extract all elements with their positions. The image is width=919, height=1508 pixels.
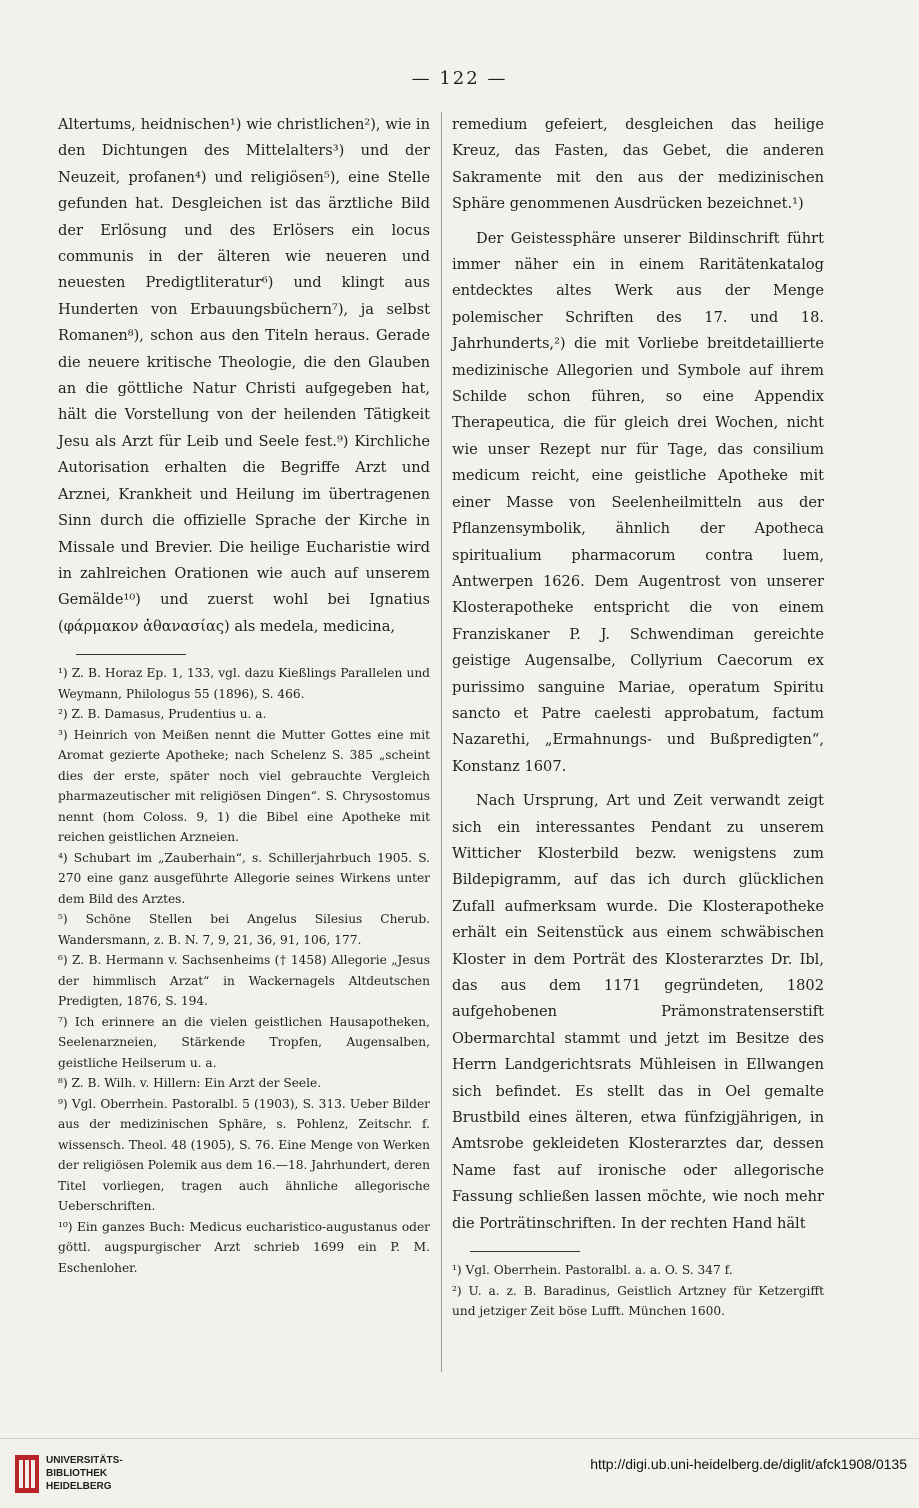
footnote: ¹) Z. B. Horaz Ep. 1, 133, vgl. dazu Kießlings Parallelen und Weymann, Philologus 55 (1896), S. 466. xyxy=(58,666,430,701)
footnotes-left xyxy=(58,663,430,1278)
body-paragraph: remedium gefeiert, desgleichen das heilige Kreuz, das Fasten, das Gebet, die anderen Sakramente mit den aus der medizinischen Sphäre genommenen Ausdrücken bezeichnet.¹) xyxy=(452,116,824,213)
library-seal-icon xyxy=(14,1454,40,1494)
footnote: ²) U. a. z. B. Baradinus, Geistlich Artzney für Ketzergifft und jetziger Zeit böse Lufft. München 1600. xyxy=(452,1283,824,1319)
library-name-line: BIBLIOTHEK xyxy=(46,1468,108,1479)
footnote: ⁷) Ich erinnere an die vielen geistlichen Hausapotheken, Seelenarzneien, Stärkende Tropfen, Augensalben, geistliche Heilserum u. a. xyxy=(58,1014,430,1070)
library-logo xyxy=(14,1452,214,1500)
footnote-rule xyxy=(470,1251,580,1252)
footnote: ¹) Vgl. Oberrhein. Pastoralbl. a. a. O. S. 347 f. xyxy=(452,1263,733,1278)
footnote: ²) Z. B. Damasus, Prudentius u. a. xyxy=(58,707,267,722)
page-number: — 122 — xyxy=(411,68,508,89)
library-name-line: UNIVERSITÄTS- xyxy=(46,1455,123,1466)
footnote: ⁹) Vgl. Oberrhein. Pastoralbl. 5 (1903), S. 313. Ueber Bilder aus der medizinischen Sphäre, s. Pohlenz, Zeitschr. f. wissensch. Theol. 48 (1905), S. 76. Eine Menge von Werken der religiösen Polemik aus dem 16.—18. Jahrhundert, deren Titel vorliegen, tragen auch ähnliche allegorische Ueberschriften. xyxy=(58,1096,430,1214)
footnote: ⁴) Schubart im „Zauberhain“, s. Schillerjahrbuch 1905. S. 270 eine ganz ausgeführte Allegorie seines Wirkens unter dem Bild des Arztes. xyxy=(58,850,430,906)
library-name xyxy=(46,1454,123,1493)
footnote: ⁵) Schöne Stellen bei Angelus Silesius Cherub. Wandersmann, z. B. N. 7, 9, 21, 36, 91, 106, 177. xyxy=(58,912,430,947)
footnotes-right xyxy=(452,1260,824,1322)
body-paragraph: Altertums, heidnischen¹) wie christlichen²), wie in den Dichtungen des Mittelalters³) und der Neuzeit, profanen⁴) und religiösen⁵), eine Stelle gefunden hat. Desgleichen ist das ärztliche Bild der Erlösung und des Erlösers ein locus communis in der älteren wie neueren und neuesten Predigtliteratur⁶) und klingt aus Hunderten von Erbauungsbüchern⁷), ja selbst Romanen⁸), schon aus den Titeln heraus. Gerade die neuere kritische Theologie, die den Glauben an die göttliche Natur Christi aufgegeben hat, hält die Vorstellung von der heilenden Tätigkeit Jesu als Arzt für Leib und Seele fest.⁹) Kirchliche Autorisation erhalten die Begriffe Arzt und Arznei, Krankheit und Heilung im übertragenen Sinn durch die offizielle Sprache der Kirche in Missale und Brevier. Die heilige Eucharistie wird in zahlreichen Orationen wie auch auf unserem Gemälde¹⁰) und zuerst wohl bei Ignatius (φάρμακον ἀθανασίας) als medela, medicina, xyxy=(58,116,430,635)
footer-divider xyxy=(0,1438,919,1439)
body-paragraph: Der Geistessphäre unserer Bildinschrift führt immer näher ein in einem Raritätenkatalog entdecktes altes Werk aus der Menge polemischer Schriften des 17. und 18. Jahrhunderts,²) die mit Vorliebe breitdetaillierte medizinische Allegorien und Symbole auf ihrem Schilde schon führen, so eine Appendix Therapeutica, die für gleich drei Wochen, nicht wie unser Rezept nur für Tage, das consilium medicum reicht, eine geistliche Apotheke mit einer Masse von Seelenheilmitteln aus der Pflanzensymbolik, ähnlich der Apotheca spiritualium pharmacorum contra luem, Antwerpen 1626. Dem Augentrost von unserer Klosterapotheke entspricht die von einem Franziskaner P. J. Schwendiman gereichte geistige Augensalbe, Collyrium Caecorum ex purissimo sanguine Mariae, operatum Spiritu sancto et Patre caelesti approbatum, factum Nazarethi, „Ermahnungs- und Bußpredigten“, Konstanz 1607. xyxy=(452,229,824,775)
footnote: ³) Heinrich von Meißen nennt die Mutter Gottes eine mit Aromat gezierte Apotheke; nach Schelenz S. 385 „scheint dies der erste, später noch viel gebrauchte Vergleich pharmazeutischer mit religiösen Dingen“. S. Chrysostomus nennt (hom Coloss. 9, 1) die Bibel eine Apotheke mit reichen geistlichen Arzneien. xyxy=(58,727,430,845)
footnote-rule xyxy=(76,654,186,655)
footnote: ¹⁰) Ein ganzes Buch: Medicus eucharistico-augustanus oder göttl. augspurgischer Arzt schrieb 1699 ein P. M. Eschenloher. xyxy=(58,1219,430,1275)
footnote: ⁸) Z. B. Wilh. v. Hillern: Ein Arzt der Seele. xyxy=(58,1076,322,1091)
source-url[interactable]: http://digi.ub.uni-heidelberg.de/diglit/afck1908/0135 xyxy=(590,1456,907,1472)
right-column xyxy=(452,112,824,1322)
library-name-line: HEIDELBERG xyxy=(46,1481,112,1492)
body-paragraph: Nach Ursprung, Art und Zeit verwandt zeigt sich ein interessantes Pendant zu unserem Witticher Klosterbild bezw. wenigstens zum Bildepigramm, auf das ich durch glücklichen Zufall aufmerksam wurde. Die Klosterapotheke erhält ein Seitenstück aus einem schwäbischen Kloster in dem Porträt des Klosterarztes Dr. Ibl, das aus dem 1171 gegründeten, 1802 aufgehobenen Prämonstratenserstift Obermarchtal stammt und jetzt im Besitze des Herrn Landgerichtsrats Mühleisen in Ellwangen sich befindet. Es stellt das in Oel gemalte Brustbild eines älteren, etwa fünfzigjährigen, in Amtsrobe gekleideten Klosterarztes dar, dessen Name fast auf ironische oder allegorische Fassung schließen lassen möchte, wie noch mehr die Porträtinschriften. In der rechten Hand hält xyxy=(452,792,824,1232)
footnote: ⁶) Z. B. Hermann v. Sachsenheims († 1458) Allegorie „Jesus der himmlisch Arzat“ in Wackernagels Altdeutschen Predigten, 1876, S. 194. xyxy=(58,953,430,1009)
left-column xyxy=(58,112,430,1278)
column-divider xyxy=(441,112,442,1372)
